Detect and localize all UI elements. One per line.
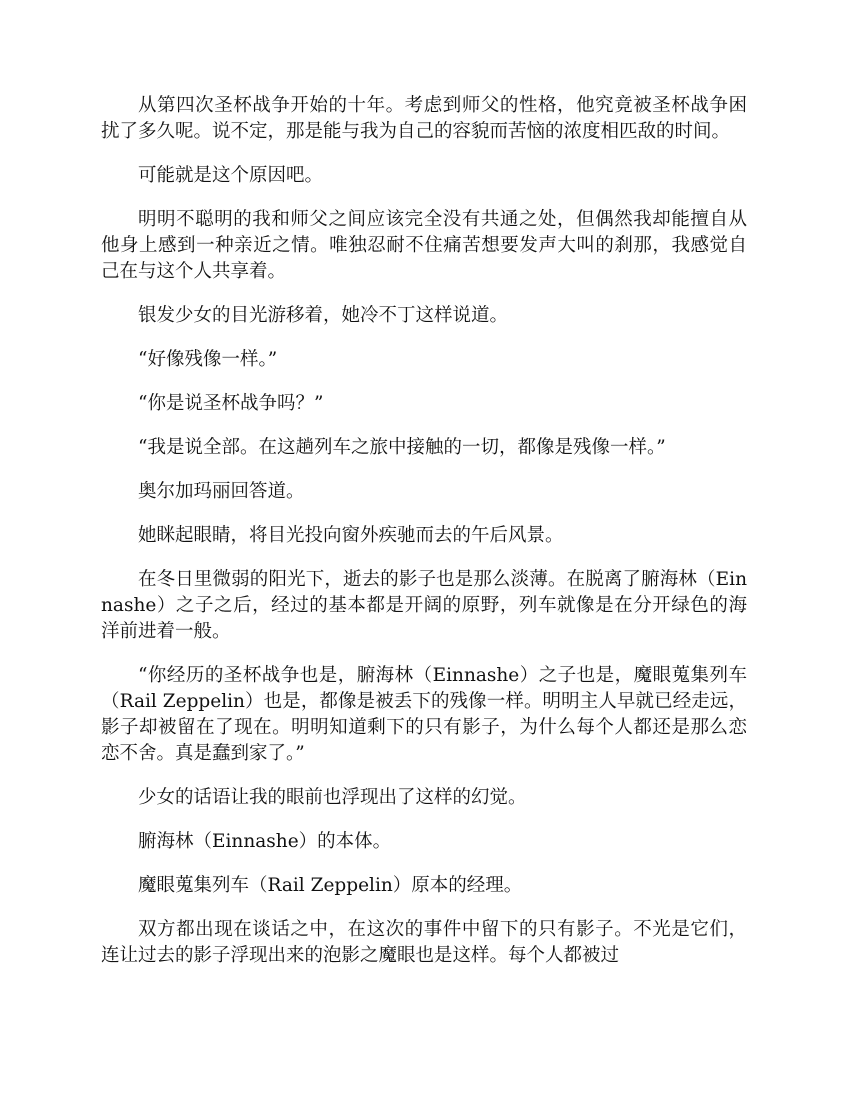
- paragraph: 明明不聪明的我和师父之间应该完全没有共通之处，但偶然我却能擅自从他身上感到一种亲近之情。唯独忍耐不住痛苦想要发声大叫的刹那，我感觉自己在与这个人共享着。: [101, 209, 747, 282]
- paragraph: 银发少女的目光游移着，她冷不丁这样说道。: [138, 305, 509, 326]
- paragraph: 少女的话语让我的眼前也浮现出了这样的幻觉。: [138, 787, 527, 808]
- dialogue-paragraph: “你经历的圣杯战争也是，腑海林（Einnashe）之子也是，魔眼蒐集列车（Rail Zeppelin）也是，都像是被丢下的残像一样。明明主人早就已经走远，影子却被留在了现在。明明知道剩下的只有影子，为什么每个人都还是那么恋恋不舍。真是蠢到家了。”: [101, 665, 747, 764]
- document-page: [101, 93, 747, 987]
- paragraph: 双方都出现在谈话之中，在这次的事件中留下的只有影子。不光是它们，连让过去的影子浮现出来的泡影之魔眼也是这样。每个人都被过: [101, 919, 747, 966]
- paragraph: 从第四次圣杯战争开始的十年。考虑到师父的性格，他究竟被圣杯战争困扰了多久呢。说不定，那是能与我为自己的容貌而苦恼的浓度相匹敌的时间。: [101, 95, 747, 142]
- paragraph: 魔眼蒐集列车（Rail Zeppelin）原本的经理。: [138, 875, 523, 896]
- paragraph: 可能就是这个原因吧。: [138, 165, 324, 186]
- paragraph: 她眯起眼睛，将目光投向窗外疾驰而去的午后风景。: [138, 525, 564, 546]
- dialogue-paragraph: “好像残像一样。”: [138, 349, 278, 370]
- dialogue-paragraph: “你是说圣杯战争吗？”: [138, 393, 324, 414]
- dialogue-paragraph: “我是说全部。在这趟列车之旅中接触的一切，都像是残像一样。”: [138, 437, 666, 458]
- paragraph: 奥尔加玛丽回答道。: [138, 481, 305, 502]
- paragraph: 腑海林（Einnashe）的本体。: [138, 831, 392, 852]
- paragraph: 在冬日里微弱的阳光下，逝去的影子也是那么淡薄。在脱离了腑海林（Einnashe）之子之后，经过的基本都是开阔的原野，列车就像是在分开绿色的海洋前进着一般。: [101, 569, 747, 642]
